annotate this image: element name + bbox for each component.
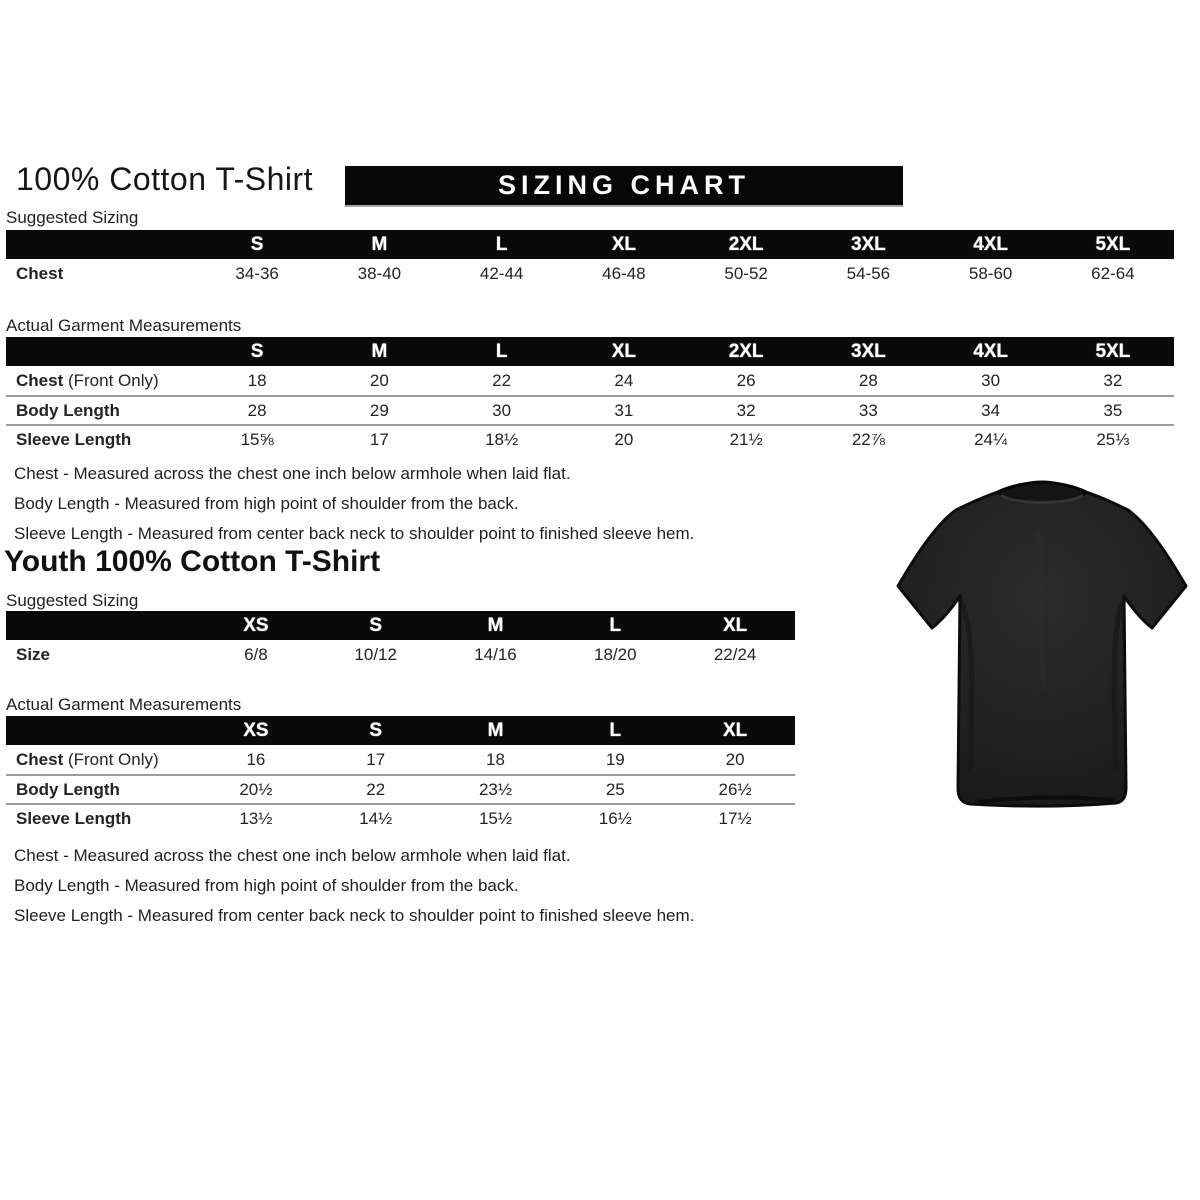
size-column-header: XL xyxy=(611,340,637,362)
size-value-cell: 13½ xyxy=(239,808,273,828)
row-label-text: Body Length xyxy=(16,400,120,420)
row-label xyxy=(6,645,196,665)
table-row xyxy=(6,395,1174,424)
size-column-header: M xyxy=(487,614,504,636)
size-value-cell: 25⅓ xyxy=(1096,429,1130,449)
measurement-note: Chest - Measured across the chest one inch below armhole when laid flat. xyxy=(14,464,571,483)
size-value-cell: 22⅞ xyxy=(851,429,885,449)
size-column-header: 5XL xyxy=(1095,340,1131,362)
size-value-cell: 6/8 xyxy=(244,644,268,664)
size-value-cell: 26 xyxy=(736,370,756,390)
size-column-header: 2XL xyxy=(728,233,764,255)
size-value-cell: 42-44 xyxy=(479,263,524,283)
size-value-cell: 62-64 xyxy=(1091,263,1135,283)
row-label-text: Chest xyxy=(16,749,64,769)
table-header-row xyxy=(6,611,795,640)
size-column-header: 5XL xyxy=(1095,233,1131,255)
measurement-note: Body Length - Measured from high point of shoulder from the back. xyxy=(14,494,519,513)
size-column-header: S xyxy=(369,719,383,741)
size-value-cell: 46-48 xyxy=(602,263,646,283)
measurement-note: Sleeve Length - Measured from center back neck to shoulder point to finished sleeve hem. xyxy=(14,524,695,543)
table-row xyxy=(6,259,1174,288)
row-label-text: Body Length xyxy=(16,779,120,799)
row-label xyxy=(6,371,196,391)
size-value-cell: 24 xyxy=(614,370,634,390)
size-value-cell: 34-36 xyxy=(235,263,279,283)
youth-suggested-sizing-table xyxy=(6,611,795,669)
size-value-cell: 24¼ xyxy=(974,429,1008,449)
youth-actual-measurements-table xyxy=(6,716,795,832)
size-column-header: S xyxy=(250,233,264,255)
size-column-header: S xyxy=(369,614,383,636)
size-value-cell: 26½ xyxy=(718,779,752,799)
adult-measurement-notes xyxy=(14,459,694,549)
size-column-header: S xyxy=(250,340,264,362)
size-value-cell: 18 xyxy=(247,370,267,390)
size-column-header: XL xyxy=(722,614,748,636)
size-column-header: 4XL xyxy=(973,340,1009,362)
row-label-suffix: (Front Only) xyxy=(63,749,159,769)
size-value-cell: 17½ xyxy=(718,808,752,828)
size-column-header: L xyxy=(495,233,508,255)
size-column-header: XS xyxy=(243,719,269,741)
size-value-cell: 14/16 xyxy=(474,644,517,664)
size-value-cell: 15⅝ xyxy=(240,429,274,449)
size-value-cell: 22/24 xyxy=(713,644,757,664)
youth-suggested-sizing-label: Suggested Sizing xyxy=(6,591,139,610)
measurement-note: Chest - Measured across the chest one inch below armhole when laid flat. xyxy=(14,846,571,865)
row-label xyxy=(6,264,196,284)
table-header-row xyxy=(6,230,1174,259)
row-label xyxy=(6,401,196,421)
size-value-cell: 19 xyxy=(605,749,625,769)
size-value-cell: 31 xyxy=(614,400,634,420)
size-value-cell: 30 xyxy=(492,400,512,420)
size-column-header: 4XL xyxy=(973,233,1009,255)
youth-actual-measurements-label: Actual Garment Measurements xyxy=(6,695,242,714)
size-value-cell: 28 xyxy=(858,370,878,390)
size-value-cell: 58-60 xyxy=(968,263,1013,283)
size-value-cell: 30 xyxy=(981,370,1001,390)
table-row xyxy=(6,803,795,832)
row-label xyxy=(6,809,196,829)
table-row xyxy=(6,424,1174,453)
adult-actual-measurements-table xyxy=(6,337,1174,453)
size-value-cell: 54-56 xyxy=(846,263,891,283)
size-column-header: XL xyxy=(611,233,637,255)
measurement-note: Sleeve Length - Measured from center back neck to shoulder point to finished sleeve hem. xyxy=(14,906,695,925)
adult-product-title: 100% Cotton T-Shirt xyxy=(16,161,314,197)
size-value-cell: 22 xyxy=(366,779,386,799)
row-label xyxy=(6,430,196,450)
size-value-cell: 16½ xyxy=(598,808,632,828)
size-value-cell: 14½ xyxy=(359,808,393,828)
tshirt-icon xyxy=(888,470,1194,816)
size-column-header: M xyxy=(371,340,388,362)
size-value-cell: 10/12 xyxy=(354,644,397,664)
size-value-cell: 32 xyxy=(1103,370,1123,390)
row-label-text: Chest xyxy=(16,370,64,390)
table-header-row xyxy=(6,337,1174,366)
size-column-header: L xyxy=(609,719,622,741)
black-tshirt-image xyxy=(888,470,1194,816)
size-value-cell: 38-40 xyxy=(357,263,402,283)
size-column-header: M xyxy=(371,233,388,255)
size-column-header: XL xyxy=(722,719,748,741)
row-label-text: Size xyxy=(16,644,51,664)
row-label-text: Sleeve Length xyxy=(16,808,132,828)
measurement-note: Body Length - Measured from high point of shoulder from the back. xyxy=(14,876,519,895)
size-value-cell: 28 xyxy=(247,400,267,420)
table-row xyxy=(6,745,795,774)
sizing-chart-banner: SIZING CHART xyxy=(345,166,903,205)
size-value-cell: 25 xyxy=(605,779,625,799)
size-column-header: 2XL xyxy=(728,340,764,362)
row-label xyxy=(6,780,196,800)
size-value-cell: 18 xyxy=(486,749,505,769)
size-value-cell: 29 xyxy=(369,400,389,420)
size-value-cell: 17 xyxy=(369,429,389,449)
size-column-header: M xyxy=(487,719,504,741)
size-column-header: L xyxy=(495,340,508,362)
size-value-cell: 22 xyxy=(492,370,512,390)
size-value-cell: 18½ xyxy=(485,429,519,449)
size-value-cell: 20 xyxy=(369,370,389,390)
size-column-header: XS xyxy=(243,614,269,636)
size-value-cell: 20 xyxy=(725,749,745,769)
youth-measurement-notes xyxy=(14,841,694,931)
row-label-text: Chest xyxy=(16,263,64,283)
adult-suggested-sizing-table xyxy=(6,230,1174,288)
size-value-cell: 21½ xyxy=(729,429,763,449)
size-column-header: 3XL xyxy=(850,340,886,362)
row-label-suffix: (Front Only) xyxy=(63,370,159,390)
size-value-cell: 23½ xyxy=(478,779,513,799)
row-label-text: Sleeve Length xyxy=(16,429,132,449)
size-value-cell: 18/20 xyxy=(594,644,637,664)
adult-actual-measurements-label: Actual Garment Measurements xyxy=(6,316,242,335)
size-value-cell: 20 xyxy=(614,429,634,449)
size-value-cell: 34 xyxy=(981,400,1001,420)
row-label xyxy=(6,750,196,770)
size-value-cell: 50-52 xyxy=(724,263,768,283)
size-value-cell: 17 xyxy=(366,749,386,769)
size-value-cell: 16 xyxy=(246,749,266,769)
table-header-row xyxy=(6,716,795,745)
table-row xyxy=(6,366,1174,395)
size-value-cell: 32 xyxy=(736,400,756,420)
size-value-cell: 33 xyxy=(858,400,878,420)
adult-suggested-sizing-label: Suggested Sizing xyxy=(6,208,139,227)
size-value-cell: 15½ xyxy=(478,808,513,828)
size-value-cell: 35 xyxy=(1103,400,1123,420)
table-row xyxy=(6,640,795,669)
size-column-header: 3XL xyxy=(850,233,886,255)
size-column-header: L xyxy=(609,614,622,636)
size-value-cell: 20½ xyxy=(239,779,273,799)
youth-product-title: Youth 100% Cotton T-Shirt xyxy=(4,545,381,578)
table-row xyxy=(6,774,795,803)
